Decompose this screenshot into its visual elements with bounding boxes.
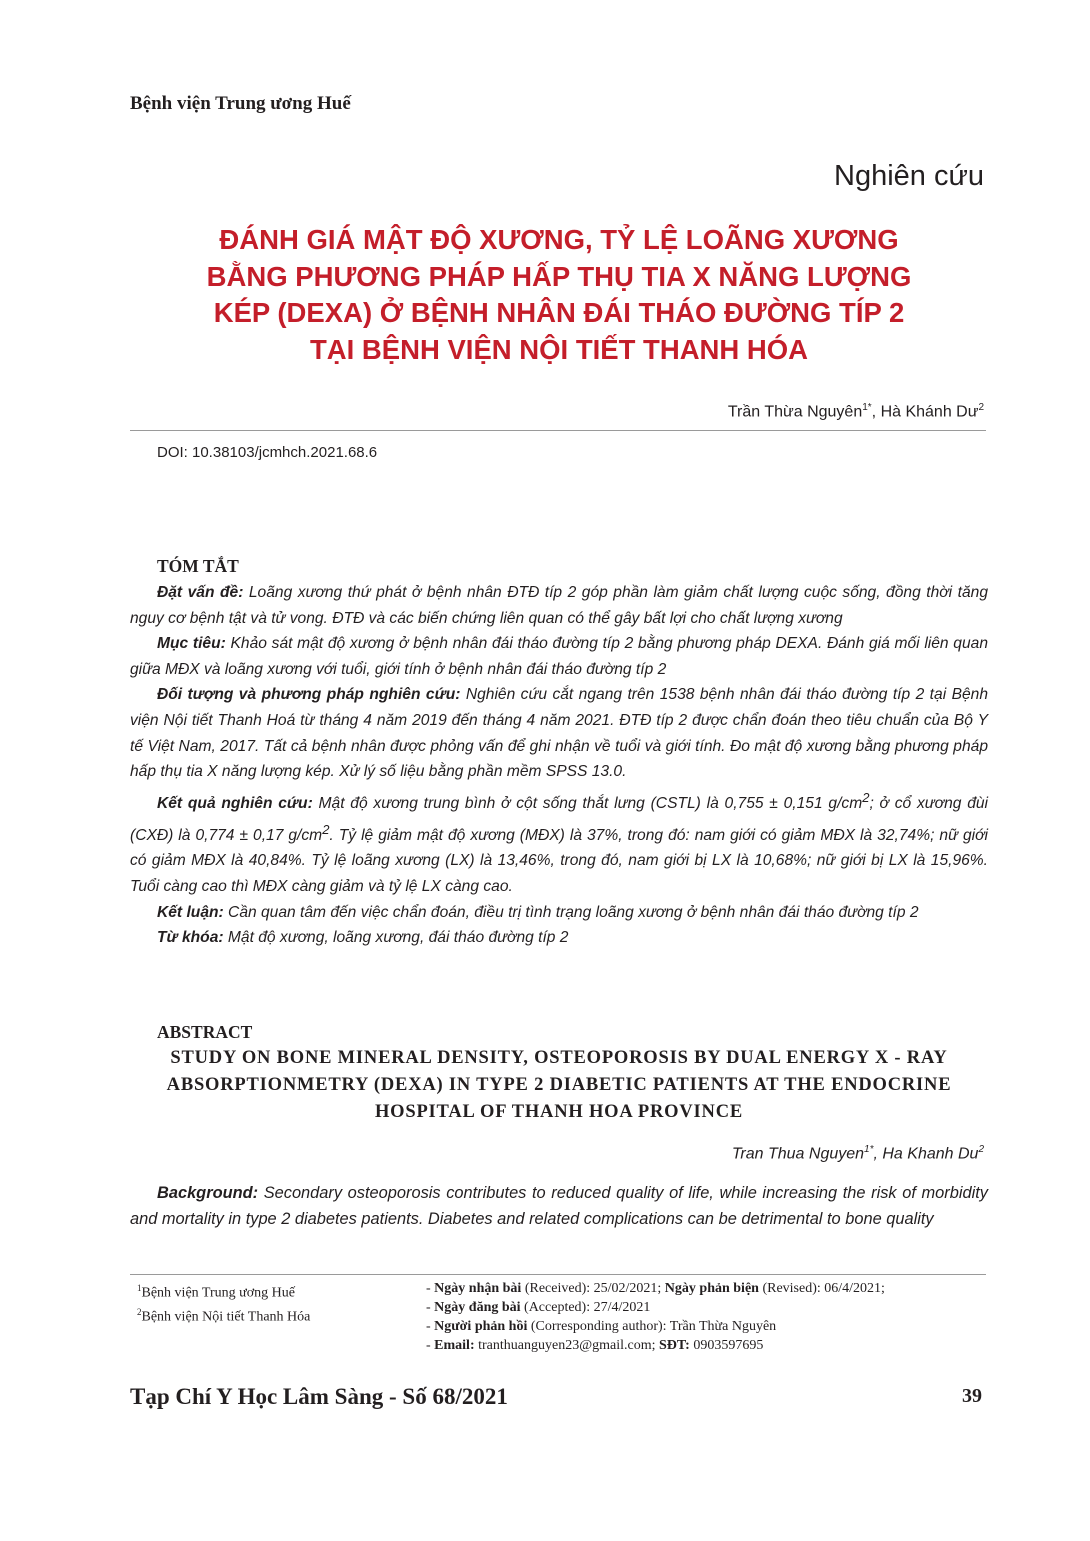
page-number: 39 <box>962 1385 982 1407</box>
author-affiliation-mark: 1* <box>862 402 872 413</box>
author-separator: , <box>871 403 881 421</box>
summary-paragraph <box>130 900 988 926</box>
title-line: TẠI BỆNH VIỆN NỘI TIẾT THANH HÓA <box>309 333 809 365</box>
paragraph-text: ; ở cổ xương đùi (CXĐ) là 0,774 ± 0,17 g/cm <box>130 794 988 844</box>
corresponding-label: Người phản hồi <box>434 1319 528 1334</box>
paragraph-label: Mục tiêu: <box>157 635 226 653</box>
email-value: tranthuanguyen23@gmail.com; <box>474 1338 659 1353</box>
abstract-paragraph <box>130 1180 988 1232</box>
title-line: ĐÁNH GIÁ MẬT ĐỘ XƯƠNG, TỶ LỆ LOÃNG XƯƠNG <box>219 224 899 255</box>
article-title <box>130 222 988 368</box>
phone-label: SĐT: <box>658 1338 690 1353</box>
paragraph-label: Kết quả nghiên cứu: <box>157 794 313 812</box>
affiliation-mark: 2 <box>137 1306 142 1317</box>
paragraph-text: Cần quan tâm đến việc chẩn đoán, điều trị tình trạng loãng xương ở bệnh nhân đái tháo đường típ 2 <box>223 903 919 921</box>
abstract-title <box>130 1045 988 1126</box>
list-dash: - <box>426 1300 435 1315</box>
date-value: (Accepted): 27/4/2021 <box>520 1300 651 1315</box>
author-name: Ha Khanh Du <box>882 1145 979 1163</box>
paragraph-text: . Tỷ lệ giảm mật độ xương (MĐX) là 37%, trong đó: nam giới có giảm MĐX là 32,74%; nữ giới có giảm MĐX là 40,84%. Tỷ lệ loãng xương (LX) là 13,46%, trong đó, nam giới bị LX là 10,68%; nữ giới bị LX là 15,96%. Tuổi càng cao thì MĐX càng giảm và tỷ lệ LX càng cao. <box>130 826 988 895</box>
phone-value: 0903597695 <box>689 1338 764 1353</box>
list-dash: - <box>426 1319 435 1334</box>
paragraph-label: Background: <box>157 1184 259 1202</box>
author-name: Tran Thua Nguyen <box>731 1145 865 1163</box>
list-dash: - <box>426 1281 435 1296</box>
author-name: Trần Thừa Nguyên <box>727 403 863 421</box>
contact-line <box>426 1336 885 1355</box>
date-value: (Received): 25/02/2021; <box>521 1281 665 1296</box>
title-line: BẰNG PHƯƠNG PHÁP HẤP THỤ TIA X NĂNG LƯỢNG <box>206 260 912 292</box>
authors-vietnamese <box>728 402 984 421</box>
affiliation <box>137 1303 310 1327</box>
authors-english <box>732 1144 984 1163</box>
section-label: Nghiên cứu <box>834 160 984 192</box>
paragraph-text: Secondary osteoporosis contributes to reduced quality of life, while increasing the risk of morbidity and mortality in type 2 diabetes patients. Diabetes and related complications can be detrimental to bone quality <box>130 1184 988 1228</box>
superscript: 2 <box>862 789 870 805</box>
affiliation <box>137 1279 310 1303</box>
title-line: KÉP (DEXA) Ở BỆNH NHÂN ĐÁI THÁO ĐƯỜNG TÍP 2 <box>213 297 905 328</box>
author-affiliation-mark: 2 <box>978 402 984 413</box>
paragraph-text: Nghiên cứu cắt ngang trên 1538 bệnh nhân đái tháo đường típ 2 tại Bệnh viện Nội tiết Thanh Hoá từ tháng 4 năm 2019 đến tháng 4 năm 2021. ĐTĐ típ 2 được chẩn đoán theo tiêu chuẩn của Bộ Y tế Việt Nam, 2017. Tất cả bệnh nhân được phỏng vấn để ghi nhận về tuổi và giới tính. Đo mật độ xương bằng phương pháp hấp thụ tia X năng lượng kép. Xử lý số liệu bằng phần mềm SPSS 13.0. <box>130 686 988 781</box>
corresponding-value: (Corresponding author): Trần Thừa Nguyên <box>527 1319 777 1334</box>
abstract-heading: ABSTRACT <box>157 1022 253 1042</box>
summary-paragraph <box>130 785 988 900</box>
summary-paragraph <box>130 925 988 951</box>
affiliation-name: Bệnh viện Nội tiết Thanh Hóa <box>141 1309 311 1325</box>
date-label: Ngày phản biện <box>664 1281 759 1296</box>
paragraph-text: Loãng xương thứ phát ở bệnh nhân ĐTĐ típ 2 góp phần làm giảm chất lượng cuộc sống, đồng thời tăng nguy cơ bệnh tật và tử vong. ĐTĐ và các biến chứng liên quan có thể gây bất lợi cho chất lượng xương <box>130 584 988 627</box>
paragraph-label: Đối tượng và phương pháp nghiên cứu: <box>157 686 461 704</box>
paragraph-text: Khảo sát mật độ xương ở bệnh nhân đái tháo đường típ 2 bằng phương pháp DEXA. Đánh giá mối liên quan giữa MĐX và loãng xương với tuổi, giới tính ở bệnh nhân đái tháo đường típ 2 <box>130 635 988 678</box>
summary-paragraph <box>130 631 988 682</box>
footnote-divider <box>130 1274 986 1275</box>
author-affiliation-mark: 2 <box>978 1144 984 1155</box>
summary-paragraph <box>130 682 988 784</box>
affiliation-mark: 1 <box>137 1283 142 1293</box>
date-line <box>426 1279 885 1298</box>
summary-paragraph <box>130 580 988 631</box>
running-head: Bệnh viện Trung ương Huế <box>130 93 351 114</box>
abstract-title-line: STUDY ON BONE MINERAL DENSITY, OSTEOPOROSIS BY DUAL ENERGY X - RAY <box>170 1048 948 1068</box>
author-affiliation-mark: 1* <box>864 1144 874 1155</box>
date-line <box>426 1298 885 1317</box>
paragraph-text: Mật độ xương, loãng xương, đái tháo đường típ 2 <box>223 929 569 947</box>
email-label: Email: <box>434 1338 475 1353</box>
paragraph-label: Kết luận: <box>157 903 224 921</box>
affiliation-name: Bệnh viện Trung ương Huế <box>141 1285 295 1301</box>
list-dash: - <box>426 1338 435 1353</box>
doi: DOI: 10.38103/jcmhch.2021.68.6 <box>157 444 378 461</box>
date-label: Ngày nhận bài <box>434 1281 522 1296</box>
author-divider <box>130 430 986 431</box>
article-dates <box>426 1279 885 1355</box>
author-separator: , <box>873 1145 883 1163</box>
abstract-title-line: ABSORPTIONMETRY (DEXA) IN TYPE 2 DIABETIC PATIENTS AT THE ENDOCRINE <box>166 1075 952 1095</box>
author-name: Hà Khánh Dư <box>880 403 979 421</box>
abstract-body <box>130 1180 988 1232</box>
summary-body <box>130 580 988 951</box>
date-label: Ngày đăng bài <box>434 1300 521 1315</box>
paragraph-label: Đặt vấn đề: <box>157 584 244 601</box>
corresponding-line <box>426 1317 885 1336</box>
abstract-title-line: HOSPITAL OF THANH HOA PROVINCE <box>374 1102 743 1122</box>
superscript: 2 <box>322 821 330 837</box>
paragraph-label: Từ khóa: <box>157 929 224 947</box>
summary-heading: TÓM TẮT <box>157 556 239 576</box>
affiliations <box>137 1279 310 1326</box>
footer-journal: Tạp Chí Y Học Lâm Sàng - Số 68/2021 <box>130 1384 508 1409</box>
paragraph-text: Mật độ xương trung bình ở cột sống thắt lưng (CSTL) là 0,755 ± 0,151 g/cm <box>312 794 863 812</box>
date-value: (Revised): 06/4/2021; <box>758 1281 885 1296</box>
